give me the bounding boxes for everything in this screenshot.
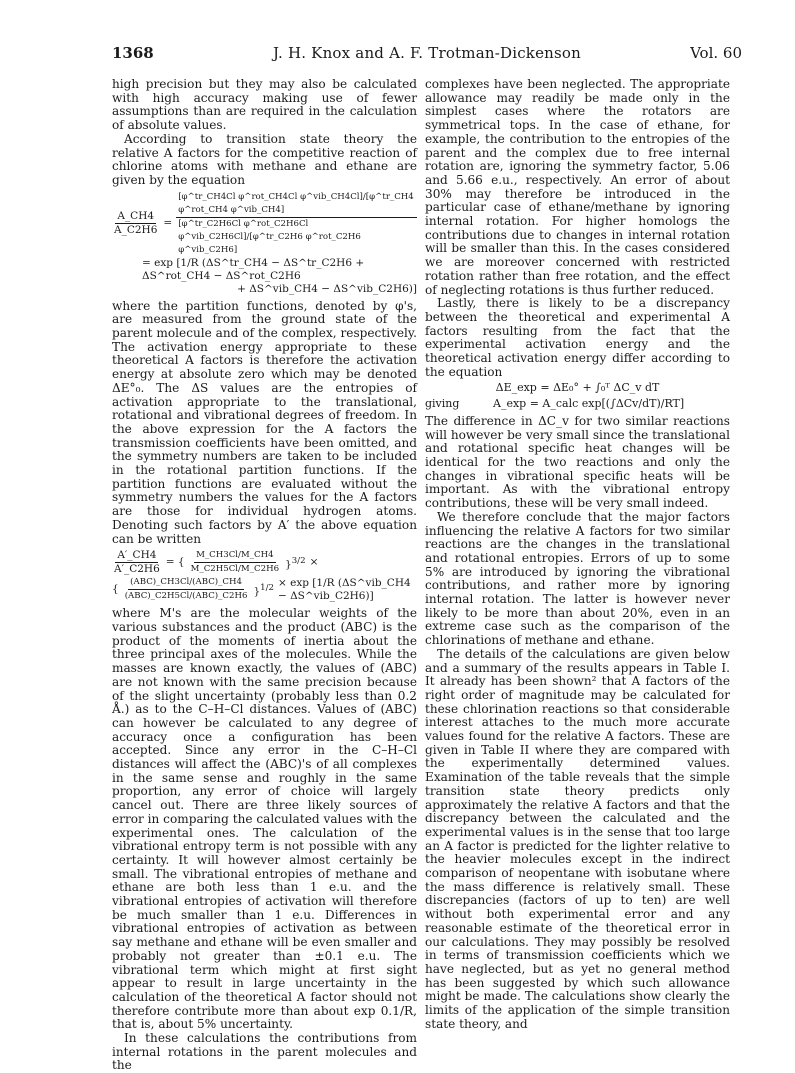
eq2-exp2: 1/2 bbox=[260, 582, 274, 593]
right-column bbox=[425, 78, 730, 1032]
equation-relative-a-factors: $\frac{A\_CH4}{A\_C2H6}$ = [φ^tr_CH4Cl φ^rot_CH4Cl φ^vib_CH4Cl]/[φ^tr_CH4 φ^rot_CH4 φ^vib_CH4] [φ^tr_C2H6Cl φ^rot_C2H6Cl φ^vib_C2H6Cl]/[φ^tr_C2H6 φ^rot_C2H6 φ^vib_C2H6] = exp [1/R (ΔS^tr_CH4 − ΔS^tr_C2H6 + ΔS^rot_CH4 − ΔS^rot_C2H6 + ΔS^vib_CH4 − ΔS^vib_C2H6)] bbox=[114, 191, 417, 295]
left-column bbox=[112, 78, 417, 1073]
eq2-lhs-den: A′_C2H6 bbox=[114, 563, 160, 576]
equation-a-prime: $\frac{A'\_CH4}{A'\_C2H6}$ = { $\frac{M\_CH3Cl/M\_CH4}{M\_C2H5Cl/M\_C2H6}$ }$^{3/2}$ × { $\frac{\text{(ABC)\_CH3Cl/(ABC)\_CH4}}{\text{(ABC)\_C2H5Cl/(ABC)\_C2H6}}$ }$^{1/2}$ × exp [1/R (ΔS^vib_CH4 − ΔS^vib_C2H6)] bbox=[112, 549, 417, 603]
running-authors: J. H. Knox and A. F. Trotman-Dickenson bbox=[272, 44, 582, 62]
paragraph: high precision but they may also be calculated with high accuracy making use of fewer assumptions than are required in the calculation of absolute values. bbox=[112, 77, 417, 133]
eq2-mass-num: M_CH3Cl/M_CH4 bbox=[194, 549, 276, 563]
paragraph: The details of the calculations are given below and a summary of the results appears in Table I. It already has been shown² that A factors of the right order of magnitude may be calculated for these chlorination reactions so that considerable interest attaches to the much more accurate values found for the relative A factors. These are given in Table II where they are compared with the experimentally determined values. Examination of the table reveals that the simple transition state theory predicts only approximately the relative A factors and that the discrepancy between the calculated and the experimental values is in the sense that too large an A factor is predicted for the lighter relative to the heavier molecules except in the indirect comparison of neopentane with isobutane where the mass difference is relatively small. These discrepancies (factors of up to ten) are well without both experimental error and any reasonable estimate of the theoretical error in our calculations. They may possibly be resolved in terms of transmission coefficients which we have neglected, but as yet no general method has been suggested by which such allowance might be made. The calculations show clearly the limits of the application of the simple transition state theory, and bbox=[425, 646, 730, 1031]
paragraph: where the partition functions, denoted by φ's, are measured from the ground state of the parent molecule and of the complex, respectively. The activation energy appropriate to these theoretical A factors is therefore the activation energy at absolute zero which may be denoted ΔE°₀. The ΔS values are the entropies of activation appropriate to the translational, rotational and vibrational degrees of freedom. In the above expression for the A factors the transmission coefficients have been omitted, and the symmetry numbers are taken to be included in the rotational partition functions. If the partition functions are evaluated without the symmetry numbers the values for the A factors are those for individual hydrogen atoms. Denoting such factors by A′ the above equation can be written bbox=[112, 298, 417, 546]
eq2-times: × bbox=[309, 556, 319, 569]
eq2-abc-num: (ABC)_CH3Cl/(ABC)_CH4 bbox=[128, 576, 244, 590]
paragraph: In these calculations the contributions from internal rotations in the parent molecules and the bbox=[112, 1031, 417, 1073]
eq-line-2: = exp [1/R (ΔS^tr_CH4 − ΔS^tr_C2H6 + ΔS^rot_CH4 − ΔS^rot_C2H6 bbox=[142, 256, 365, 282]
paragraph: The difference in ΔC_v for two similar reactions will however be very small since the translational and rotational specific heat changes will be identical for the two reactions and only the changes in vibrational specific heats will be important. As with the vibrational entropy contributions, these will be very small indeed. bbox=[425, 413, 730, 511]
eq2-mass-den: M_C2H5Cl/M_C2H6 bbox=[190, 564, 280, 575]
paragraph: Lastly, there is likely to be a discrepancy between the theoretical and experimental A factors resulting from the fact that the experimental activation energy and the theoretical activation energy differ according to the equation bbox=[425, 296, 730, 379]
eq-rhs-num: [φ^tr_CH4Cl φ^rot_CH4Cl φ^vib_CH4Cl]/[φ^tr_CH4 φ^rot_CH4 φ^vib_CH4] bbox=[176, 191, 417, 218]
equation-a-exp: A_exp = A_calc exp[(∫ΔCv/dT)/RT] bbox=[493, 397, 685, 411]
eq2-lhs-num: A′_CH4 bbox=[117, 549, 157, 562]
eq2-abc-ratio bbox=[123, 576, 250, 603]
eq2-lhs bbox=[112, 549, 162, 576]
equation-giving bbox=[425, 397, 730, 411]
eq-lhs bbox=[112, 210, 159, 237]
paragraph: We therefore conclude that the major factors influencing the relative A factors for two similar reactions are the changes in the translational and rotational entropies. Errors of up to some 5% are introduced by ignoring the vibrational contributions, and rather more by ignoring internal rotation. The latter is however never likely to be more than about 20%, even in an extreme case such as the comparison of the chlorinations of methane and ethane. bbox=[425, 509, 730, 648]
volume-label: Vol. 60 bbox=[690, 44, 742, 62]
eq2-abc-den: (ABC)_C2H5Cl/(ABC)_C2H6 bbox=[124, 591, 248, 602]
eq2-mass-ratio bbox=[189, 549, 281, 576]
eq-line-3: + ΔS^vib_CH4 − ΔS^vib_C2H6)] bbox=[237, 282, 417, 295]
eq-lhs-num: A_CH4 bbox=[117, 210, 155, 223]
eq-lhs-den: A_C2H6 bbox=[114, 224, 158, 237]
paragraph: complexes have been neglected. The appropriate allowance may readily be made only in the simplest cases where the rotators are symmetrical tops. In the case of ethane, for example, the contribution to the entropies of the parent and the complex due to free internal rotation are, ignoring the symmetry factor, 5.06 and 5.66 e.u., respectively. An error of about 30% may therefore be introduced in the particular case of ethane/methane by ignoring internal rotation. For higher homologs the contributions due to changes in internal rotation will be smaller than this. In the cases considered we are moreover concerned with restricted rotation rather than free rotation, and the effect of neglecting rotations is thus further reduced. bbox=[425, 77, 730, 297]
eq-rhs-den: [φ^tr_C2H6Cl φ^rot_C2H6Cl φ^vib_C2H6Cl]/[φ^tr_C2H6 φ^rot_C2H6 φ^vib_C2H6] bbox=[178, 218, 361, 255]
eq2-exp1: 3/2 bbox=[291, 555, 306, 566]
paragraph: where M's are the molecular weights of the various substances and the product (ABC) is the product of the moments of inertia about the three principal axes of the molecules. While the masses are known exactly, the values of (ABC) are not known with the same precision because of the slight uncertainty (probably less than 0.2 Å.) as to the C–H–Cl distances. Values of (ABC) can however be calculated to any degree of accuracy once a configuration has been accepted. Since any error in the C–H–Cl distances will affect the (ABC)'s of all complexes in the same sense and roughly in the same proportion, any error of choice will largely cancel out. There are three likely sources of error in comparing the calculated values with the experimental ones. The calculation of the vibrational entropy term is not possible with any certainty. It will however almost certainly be small. The vibrational entropies of methane and ethane are both less than 1 e.u. and the vibrational entropies of activation will therefore be much smaller than 1 e.u. Differences in vibrational entropies of activation as between say methane and ethane will be even smaller and probably not greater than ±0.1 e.u. The vibrational term which might at first sight appear to result in large uncertainty in the calculation of the theoretical A factor should not therefore contribute more than about exp 0.1/R, that is, about 5% uncertainty. bbox=[112, 606, 417, 1032]
eq2-tail: × exp [1/R (ΔS^vib_CH4 − ΔS^vib_C2H6)] bbox=[277, 576, 411, 602]
equation-activation-energy: ΔE_exp = ΔE₀° + ∫₀ᵀ ΔC_v dT bbox=[495, 381, 660, 395]
giving-label: giving bbox=[425, 397, 460, 411]
eq-rhs bbox=[176, 191, 417, 257]
page-header bbox=[112, 44, 742, 64]
paragraph: According to transition state theory the relative A factors for the competitive reaction of chlorine atoms with methane and ethane are given by the equation bbox=[112, 131, 417, 187]
page-number: 1368 bbox=[112, 44, 154, 62]
